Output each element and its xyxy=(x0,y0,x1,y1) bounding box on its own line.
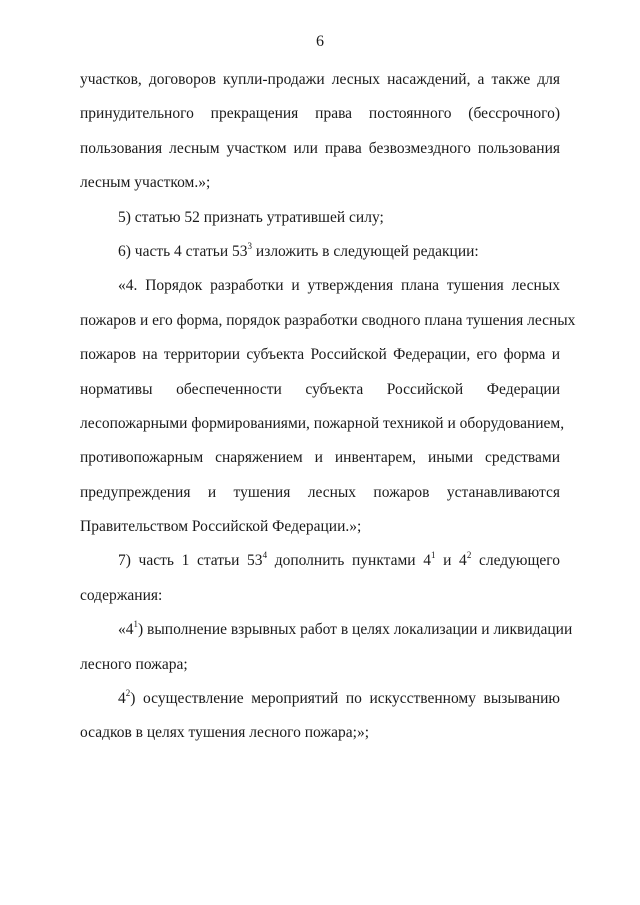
superscript: 2 xyxy=(466,550,472,561)
paragraph-line: противопожарным снаряжением и инвентарем, иными средствами xyxy=(80,449,560,467)
paragraph-line: «$4^1$) выполнение взрывных работ в целях локализации и ликвидации xyxy=(118,619,573,639)
paragraph-line: 7) часть 1 статьи $53^4$ дополнить пунктами $4^1$ и $4^2$ следующего xyxy=(118,550,560,570)
paragraph-line: 6) часть 4 статьи $53^3$ изложить в следующей редакции: xyxy=(118,240,479,260)
superscript: 1 xyxy=(133,619,138,630)
paragraph-line: Правительством Российской Федерации.»; xyxy=(80,518,362,536)
paragraph-line: предупреждения и тушения лесных пожаров устанавливаются xyxy=(80,483,560,501)
superscript: 3 xyxy=(247,240,253,251)
paragraph-line: нормативы обеспеченности субъекта Российской Федерации xyxy=(80,380,560,398)
paragraph-line: $4^2$) осуществление мероприятий по искусственному вызыванию xyxy=(118,688,560,708)
paragraph-line: содержания: xyxy=(80,586,163,604)
paragraph-line: пользования лесным участком или права безвозмездного пользования xyxy=(80,139,560,157)
paragraph-line: осадков в целях тушения лесного пожара;»; xyxy=(80,724,370,742)
paragraph-line: 5) статью 52 признать утратившей силу; xyxy=(118,208,384,226)
paragraph-line: лесным участком.»; xyxy=(80,174,211,192)
paragraph-line: принудительного прекращения права постоянного (бессрочного) xyxy=(80,105,560,123)
page-number: 6 xyxy=(316,33,324,50)
superscript: 4 xyxy=(262,550,268,561)
paragraph-line: лесного пожара; xyxy=(80,655,188,673)
paragraph-line: «4. Порядок разработки и утверждения плана тушения лесных xyxy=(118,277,560,295)
document-body xyxy=(80,66,576,754)
paragraph-line: пожаров и его форма, порядок разработки сводного плана тушения лесных xyxy=(80,311,576,329)
paragraph-line: лесопожарными формированиями, пожарной техникой и оборудованием, xyxy=(80,414,565,432)
superscript: 1 xyxy=(430,550,436,561)
superscript: 2 xyxy=(125,688,131,699)
paragraph-line: участков, договоров купли-продажи лесных насаждений, а также для xyxy=(80,71,560,88)
paragraph-line: пожаров на территории субъекта Российской Федерации, его форма и xyxy=(80,346,560,364)
